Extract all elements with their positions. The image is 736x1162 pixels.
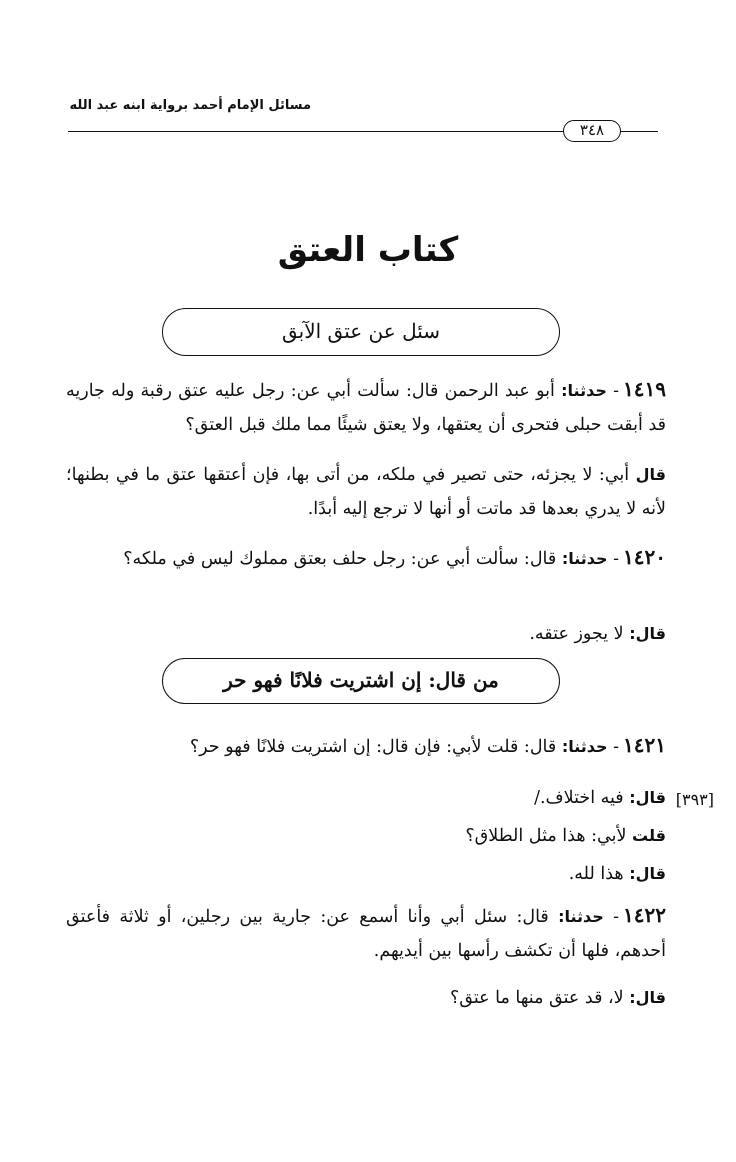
hadith-entry: ١٤٢٢- حدثنا: قال: سئل أبي وأنا أسمع عن: جارية بين رجلين، أو ثلاثة فأعتق أحدهم، فلها أن تكشف رأسها بين أيديهم. <box>66 903 666 961</box>
entry-intro: حدثنا: <box>561 549 608 568</box>
question-keyword: قلت <box>632 826 666 845</box>
chapter-title-box <box>162 308 560 356</box>
entry-intro: حدثنا: <box>558 907 604 926</box>
answer-text: أبي: لا يجزئه، حتى تصير في ملكه، من أتى بها، فإن أعتقها عتق ما في بطنها؛ لأنه لا يدري بعدها قد ماتت أو أنها لا ترجع إليه أبدًا. <box>66 465 666 519</box>
hadith-entry: ١٤٢١- حدثنا: قال: قلت لأبي: فإن قال: إن اشتريت فلانًا فهو حر؟ <box>189 733 666 757</box>
entry-text: قال: سألت أبي عن: رجل حلف بعتق مملوك ليس في ملكه؟ <box>123 549 557 569</box>
answer-paragraph <box>66 857 666 891</box>
answer-text: لا يجوز عتقه. <box>529 624 624 644</box>
entry-number: ١٤١٩ <box>623 377 666 401</box>
entry-number: ١٤٢٢ <box>623 903 666 927</box>
answer-paragraph <box>66 617 666 651</box>
answer-paragraph <box>66 458 666 526</box>
hadith-entry: ١٤١٩- حدثنا: أبو عبد الرحمن قال: سألت أبي عن: رجل عليه عتق رقبة وله جاريه قد أبقت حبلى فتحرى أن يعتقها، ولا يعتق شيئًا مما ملك قبل العتق؟ <box>66 377 666 435</box>
entry-text: أبو عبد الرحمن قال: سألت أبي عن: رجل عليه عتق رقبة وله جاريه قد أبقت حبلى فتحرى أن يعتقها، ولا يعتق شيئًا مما ملك قبل العتق؟ <box>66 381 666 435</box>
entry-text: قال: سئل أبي وأنا أسمع عن: جارية بين رجلين، أو ثلاثة فأعتق أحدهم، فلها أن تكشف رأسها بين أيديهم. <box>66 907 666 961</box>
chapter-title: من قال: إن اشتريت فلانًا فهو حر <box>223 668 499 692</box>
answer-text: لا، قد عتق منها ما عتق؟ <box>449 988 624 1008</box>
question-paragraph <box>66 819 666 853</box>
entry-number: ١٤٢٠ <box>623 545 666 569</box>
answer-paragraph <box>66 781 666 815</box>
answer-text: هذا لله. <box>568 864 624 884</box>
answer-keyword: قال <box>635 465 666 484</box>
chapter-title-box <box>162 658 560 704</box>
answer-keyword: قال: <box>629 864 666 883</box>
question-text: لأبي: هذا مثل الطلاق؟ <box>465 826 627 846</box>
book-title: كتاب العتق <box>277 230 459 270</box>
page-number: ٣٤٨ <box>563 120 621 142</box>
side-reference: [٣٩٣] <box>675 790 714 809</box>
answer-keyword: قال: <box>629 988 666 1007</box>
entry-number: ١٤٢١ <box>623 733 666 757</box>
entry-intro: حدثنا: <box>561 737 608 756</box>
answer-paragraph <box>66 981 666 1015</box>
running-title: مسائل الإمام أحمد برواية ابنه عبد الله <box>69 98 311 113</box>
answer-text: فيه اختلاف./ <box>534 788 624 808</box>
entry-text: قال: قلت لأبي: فإن قال: إن اشتريت فلانًا فهو حر؟ <box>189 737 557 757</box>
answer-keyword: قال: <box>629 788 666 807</box>
entry-intro: حدثنا: <box>561 381 607 400</box>
answer-keyword: قال: <box>629 624 666 643</box>
hadith-entry: ١٤٢٠- حدثنا: قال: سألت أبي عن: رجل حلف بعتق مملوك ليس في ملكه؟ <box>123 545 666 569</box>
chapter-title: سئل عن عتق الآبق <box>281 319 441 343</box>
header-rule-left <box>68 131 564 132</box>
header-rule-right <box>621 131 658 132</box>
